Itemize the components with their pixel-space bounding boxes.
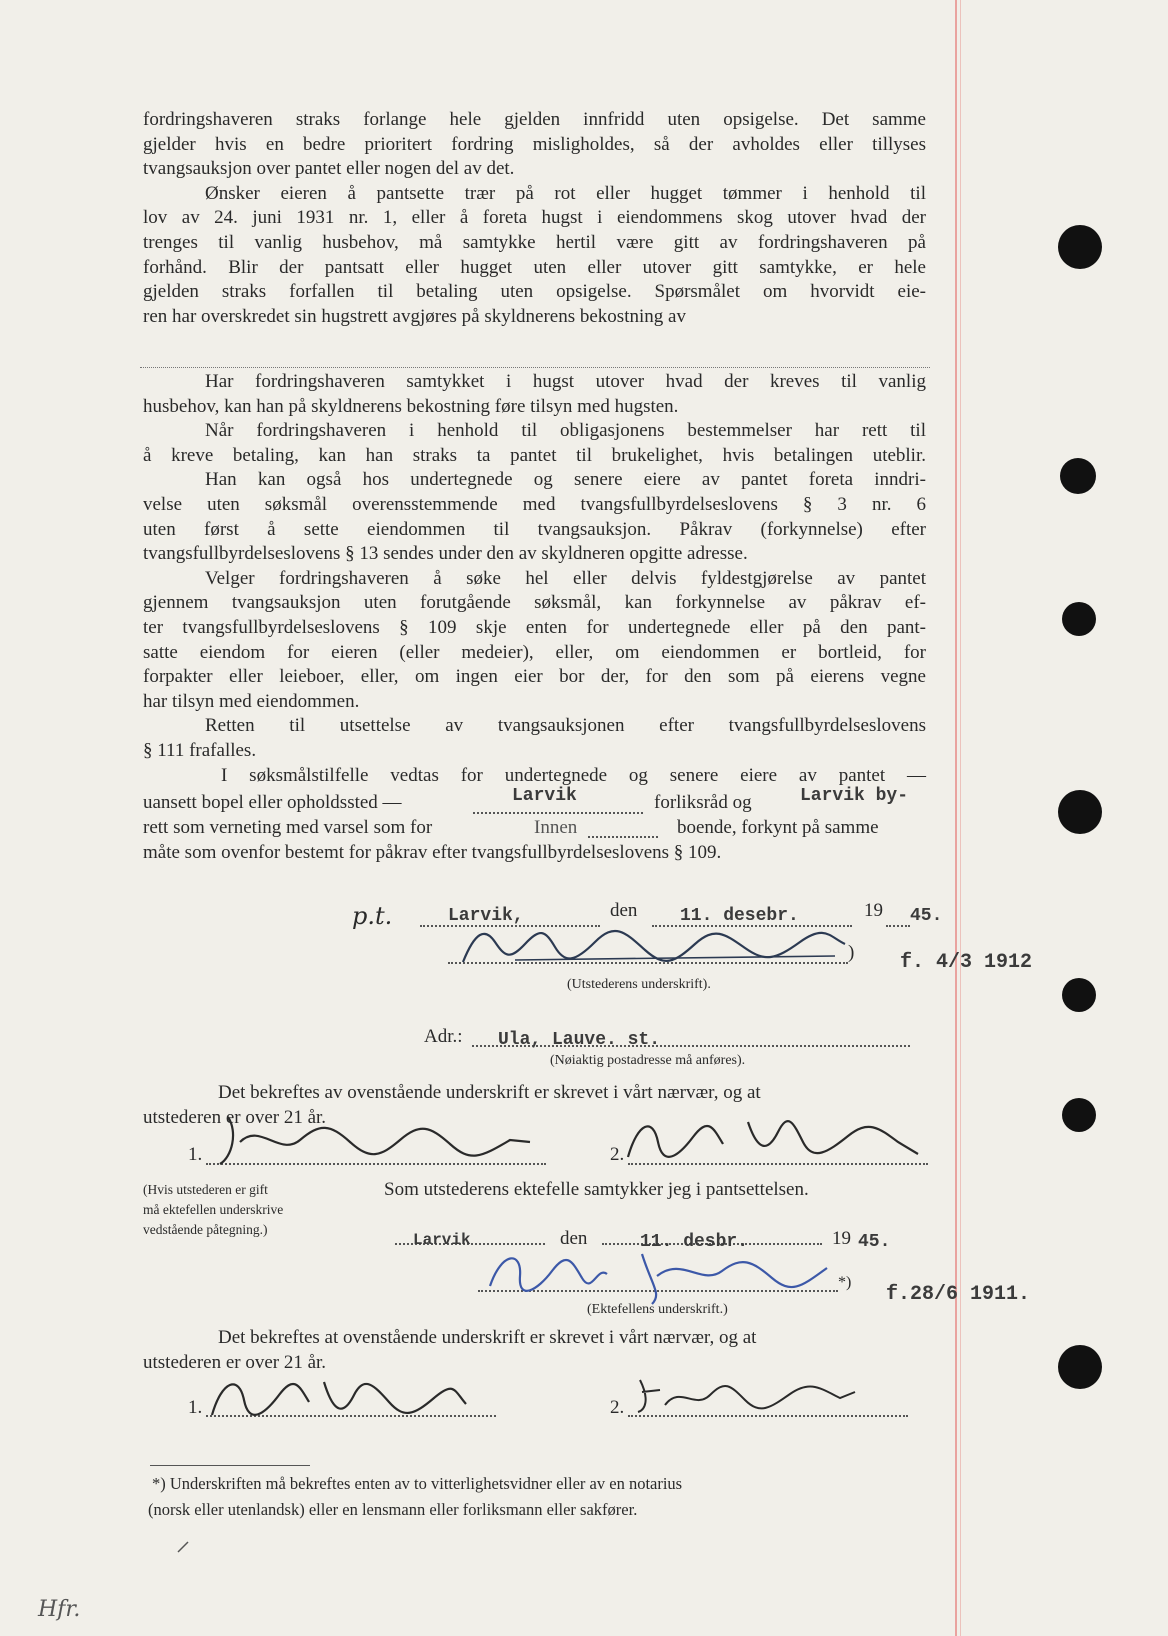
spouse-year-prefix: 19 (832, 1228, 851, 1249)
punch-hole (1058, 225, 1102, 269)
spouse-birth-note: f.28/6 1911. (886, 1283, 1031, 1306)
text-line: uten først å sette eiendommen til tvangsauksjon. Påkrav (forkynnelse) efter (143, 518, 926, 540)
venue-line-2-text: rett som verneting med varsel som for (143, 817, 433, 838)
handwritten-pt-note: p.t. (352, 902, 393, 930)
footnote-line-1: *) Underskriften må bekreftes enten av to vitterlighetsvidner eller av en notarius (152, 1474, 683, 1493)
text-line: husbehov, kan han på skyldnerens bekostning føre tilsyn med hugsten. (143, 395, 679, 417)
witness-2-number-2: 2. (610, 1397, 625, 1418)
text-line: forhånd. Blir der pantsatt eller hugget uten eller utover gitt samtykke, er hele (143, 256, 926, 278)
address-value: Ula, Lauve. st. (498, 1030, 661, 1050)
text-line: Har fordringshaveren samtykket i hugst utover hvad der kreves til vanlig (205, 371, 926, 392)
margin-line-2 (960, 0, 961, 1636)
text-line: tvangsfullbyrdelseslovens § 13 sendes under den av skyldneren opgitte adresse. (143, 543, 748, 565)
venue-line-1-after: forliksråd og (654, 792, 752, 813)
witness-2-number-1: 1. (188, 1397, 203, 1418)
punch-hole (1062, 602, 1096, 636)
issuer-signature (455, 922, 855, 972)
witness-1-signature-1 (210, 1112, 540, 1172)
text-line: gjennem tvangsauksjon uten forutgående søksmål, kan forkynnelse av påkrav ef- (143, 592, 926, 614)
text-line: I søksmålstilfelle vedtas for undertegnede og senere eiere av pantet — (221, 764, 926, 786)
witness-2-signature-2 (630, 1370, 880, 1420)
separator-dotted (140, 367, 930, 368)
text-line: § 111 frafalles. (143, 739, 257, 761)
text-line: forpakter eller leieboer, eller, om ingen eier bor der, for den som på eierens vegne (143, 666, 926, 688)
venue-line-2-after: boende, forkynt på samme (677, 817, 879, 838)
paragraph-pledge-terms (143, 108, 926, 329)
address-label: Adr.: (424, 1026, 463, 1047)
venue-court-typed: Larvik (512, 786, 577, 806)
witness-1-signature-2 (618, 1112, 928, 1167)
pencil-tick (176, 1536, 196, 1556)
spouse-note-line-1: (Hvis utstederen er gift (143, 1182, 268, 1197)
text-line: trenges til vanlig husbehov, må samtykke hertil være gitt av fordringshaveren på (143, 231, 926, 253)
margin-line (955, 0, 957, 1636)
venue-fill-dots (473, 812, 643, 814)
footnote-rule (150, 1465, 310, 1466)
text-line: Retten til utsettelse av tvangsauksjonen efter tvangsfullbyrdelseslovens (205, 715, 926, 737)
witness-2-signature-1 (204, 1370, 474, 1430)
text-line: fordringshaveren straks forlange hele gjelden innfridd uten opsigelse. Det samme (143, 109, 926, 130)
witness-1-line-2: utstederen er over 21 år. (143, 1107, 327, 1128)
text-line: lov av 24. juni 1931 nr. 1, eller å foreta hugst i eiendommens skog utover hvad der (143, 207, 926, 229)
corner-initials: Hfr. (38, 1597, 81, 1622)
spouse-den-label: den (560, 1228, 588, 1249)
spouse-date: 11. desbr. (640, 1232, 749, 1252)
venue-fill-dots-2 (588, 836, 658, 838)
issuer-place: Larvik, (448, 906, 524, 926)
punch-hole (1062, 1098, 1096, 1132)
issuer-birth-note: f. 4/3 1912 (900, 951, 1033, 974)
text-line: Velger fordringshaveren å søke hel eller delvis fyldestgjørelse av pantet (205, 567, 926, 589)
witness-1-line-1: Det bekreftes av ovenstående underskrift er skrevet i vårt nærvær, og at (218, 1082, 761, 1103)
issuer-date: 11. desebr. (680, 906, 799, 926)
paragraph-collection-terms (143, 370, 926, 788)
witness-1-number-1: 1. (188, 1144, 203, 1165)
text-line: satte eiendom for eieren (eller medeier), eller, om eiendommen er bortleid, for (143, 641, 926, 663)
text-line: gjelden straks forfallen til betaling uten opsigelse. Spørsmålet om hvorvidt eie- (143, 281, 926, 303)
issuer-year-suffix: 45. (910, 906, 943, 926)
venue-city-court-typed: Larvik by- (800, 786, 909, 806)
text-line: Han kan også hos undertegnede og senere eiere av pantet foreta inndri- (205, 469, 926, 491)
issuer-closing-paren: ) (848, 942, 855, 963)
text-line: velse uten søksmål overensstemmende med tvangsfullbyrdelseslovens § 3 nr. 6 (143, 493, 926, 515)
spouse-place: Larvik (413, 1231, 471, 1249)
footnote-line-2: (norsk eller utenlandsk) eller en lensmann eller forliksmann eller sakfører. (148, 1500, 638, 1519)
punch-hole (1060, 458, 1096, 494)
punch-hole (1062, 978, 1096, 1012)
address-caption: (Nøiaktig postadresse må anføres). (550, 1053, 746, 1068)
spouse-signature-caption: (Ektefellens underskrift.) (587, 1302, 728, 1317)
venue-line-2-handfill: Innen (534, 817, 578, 838)
text-line: ren har overskredet sin hugstrett avgjøres på skyldnerens bekostning av (143, 305, 686, 327)
issuer-den-label: den (610, 900, 638, 921)
venue-line-3-text: måte som ovenfor bestemt for påkrav efter tvangsfullbyrdelseslovens § 109. (143, 842, 722, 863)
witness-2-line-1: Det bekreftes at ovenstående underskrift er skrevet i vårt nærvær, og at (218, 1327, 757, 1348)
punch-hole (1058, 790, 1102, 834)
witness-1-number-2: 2. (610, 1144, 625, 1165)
spouse-consent-text: Som utstederens ektefelle samtykker jeg i pantsettelsen. (384, 1179, 809, 1200)
text-line: Ønsker eieren å pantsette trær på rot eller hugget tømmer i henhold til (205, 182, 926, 204)
text-line: tvangsauksjon over pantet eller nogen del av det. (143, 158, 515, 180)
spouse-closing-paren: *) (838, 1274, 852, 1291)
issuer-signature-caption: (Utstederens underskrift). (567, 977, 711, 992)
text-line: Når fordringshaveren i henhold til obligasjonens bestemmelser har rett til (205, 420, 926, 442)
text-line: å kreve betaling, kan han straks ta pantet til brukelighet, hvis betalingen uteblir. (143, 444, 926, 466)
text-line: gjelder hvis en bedre prioritert fordring misligholdes, så der avholdes eller tillyses (143, 133, 926, 155)
spouse-note-line-3: vedstående påtegning.) (143, 1222, 268, 1237)
spouse-year-suffix: 45. (858, 1232, 891, 1252)
text-line: har tilsyn med eiendommen. (143, 690, 360, 712)
spouse-note-line-2: må ektefellen underskrive (143, 1202, 284, 1217)
punch-hole (1058, 1345, 1102, 1389)
witness-2-line-2: utstederen er over 21 år. (143, 1352, 327, 1373)
issuer-year-prefix: 19 (864, 900, 883, 921)
text-line: ter tvangsfullbyrdelseslovens § 109 skje enten for undertegnede eller på den pant- (143, 616, 926, 638)
year-dots (886, 925, 910, 927)
venue-line-1-text: uansett bopel eller opholdssted — (143, 792, 402, 813)
